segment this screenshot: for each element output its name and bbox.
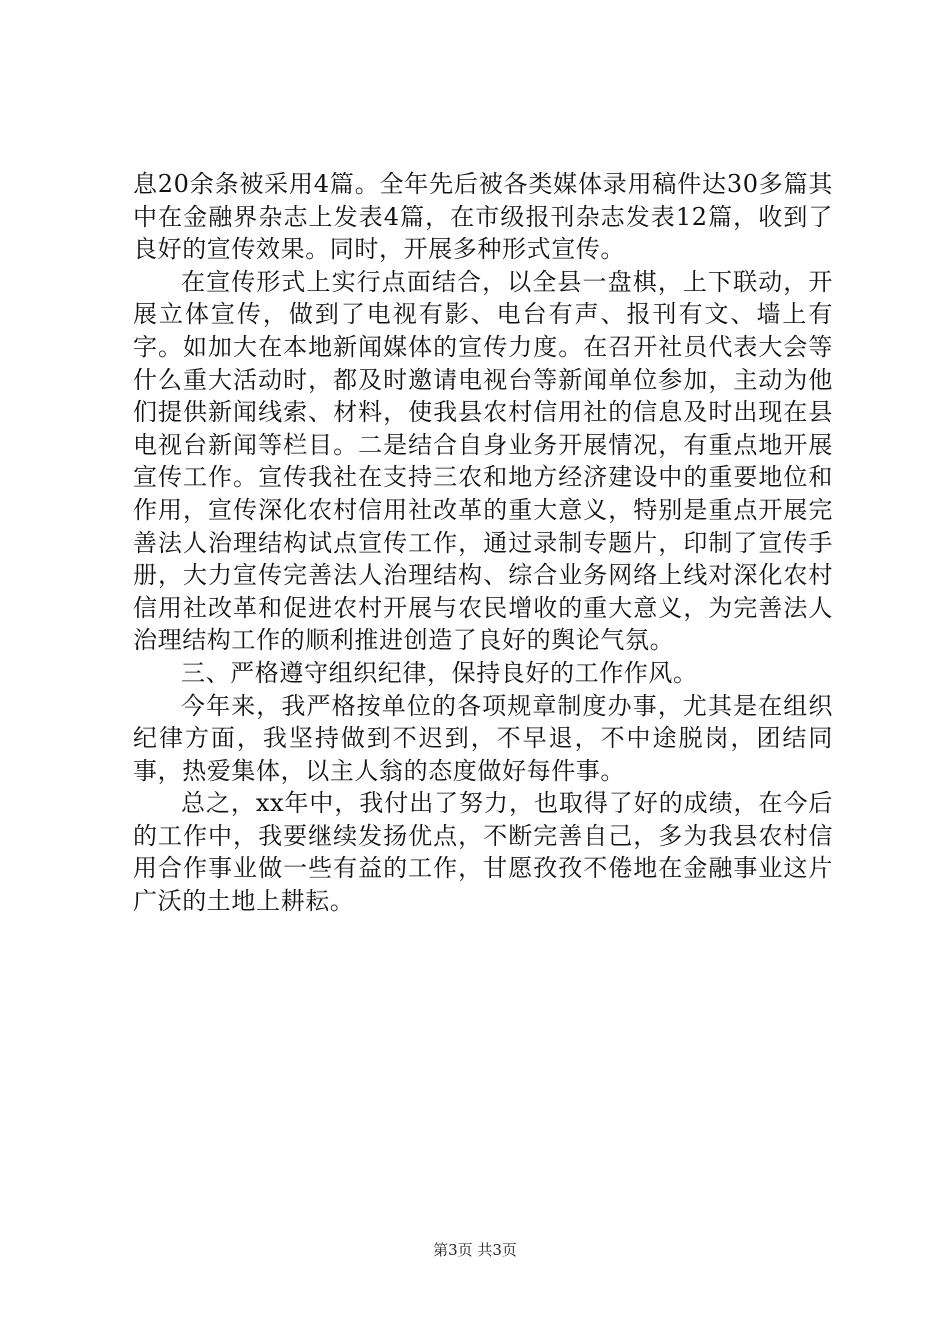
paragraph-publicity-forms: 在宣传形式上实行点面结合，以全县一盘棋，上下联动，开展立体宣传，做到了电视有影、电台有声、报刊有文、墙上有字。如加大在本地新闻媒体的宣传力度。在召开社员代表大会等什么重大活动时，都及时邀请电视台等新闻单位参加，主动为他们提供新闻线索、材料，使我县农村信用社的信息及时出现在县电视台新闻等栏目。二是结合自身业务开展情况，有重点地开展宣传工作。宣传我社在支持三农和地方经济建设中的重要地位和作用，宣传深化农村信用社改革的重大意义，特别是重点开展完善法人治理结构试点宣传工作，通过录制专题片，印制了宣传手册，大力宣传完善法人治理结构、综合业务网络上线对深化农村信用社改革和促进农村开展与农民增收的重大意义，为完善法人治理结构工作的顺利推进创造了良好的舆论气氛。	[133, 267, 833, 655]
paragraph-continuation: 息20余条被采用4篇。全年先后被各类媒体录用稿件达30多篇其中在金融界杂志上发表4篇，在市级报刊杂志发表12篇，收到了良好的宣传效果。同时，开展多种形式宣传。	[133, 170, 833, 264]
paragraph-conclusion: 总之，xx年中，我付出了努力，也取得了好的成绩，在今后的工作中，我要继续发扬优点，不断完善自己，多为我县农村信用合作事业做一些有益的工作，甘愿孜孜不倦地在金融事业这片广沃的土地上耕耘。	[133, 789, 833, 916]
section-heading-discipline: 三、严格遵守组织纪律，保持良好的工作作风。	[181, 658, 698, 687]
document-body	[133, 168, 833, 918]
paragraph-discipline: 今年来，我严格按单位的各项规章制度办事，尤其是在组织纪律方面，我坚持做到不迟到，不早退，不中途脱岗，团结同事，热爱集体，以主人翁的态度做好每件事。	[133, 691, 833, 785]
page-footer: 第3页 共3页	[433, 1241, 517, 1259]
